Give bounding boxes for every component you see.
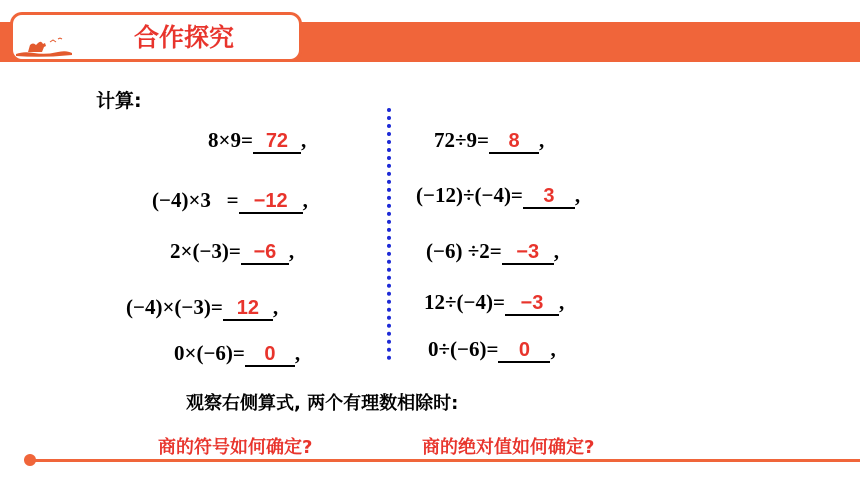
answer: 12 [236, 297, 259, 319]
equation-left-1: 8×9= 72 , [208, 128, 307, 152]
equation-left-4: (−4)×(−3)= 12 , [126, 295, 279, 319]
equation-right-3: (−6) ÷2= −3 , [426, 239, 559, 263]
equation-left-3: 2×(−3)= −6 , [170, 239, 295, 263]
answer: 0 [264, 343, 276, 365]
equation-right-2: (−12)÷(−4)= 3 , [416, 183, 581, 207]
ask-sign: 商的符号如何确定? [158, 437, 313, 458]
page-title: 合作探究 [133, 23, 234, 52]
camel-silhouette-icon [14, 34, 74, 58]
answer: 3 [543, 185, 555, 207]
footer-line [30, 459, 860, 462]
equation-left-2: (−4)×3 = −12 , [152, 188, 308, 212]
equation-left-5: 0×(−6)= 0 , [174, 341, 301, 365]
ask-absolute-value: 商的绝对值如何确定? [422, 437, 595, 458]
answer: −12 [253, 190, 288, 212]
intro-label: 计算: [96, 90, 142, 112]
answer: 8 [508, 130, 520, 152]
answer: −3 [516, 241, 540, 263]
answer: 0 [518, 339, 531, 361]
equation-right-4: 12÷(−4)= −3 , [424, 290, 565, 314]
equation-right-1: 72÷9= 8 , [434, 128, 545, 152]
footer-dot [24, 454, 36, 466]
equation-right-5: 0÷(−6)= 0 , [428, 337, 556, 361]
observation-question: 观察右侧算式, 两个有理数相除时: [186, 393, 459, 414]
answer: −3 [520, 292, 544, 314]
answer: −6 [253, 241, 277, 263]
answer: 72 [265, 130, 289, 152]
column-divider [387, 108, 391, 360]
